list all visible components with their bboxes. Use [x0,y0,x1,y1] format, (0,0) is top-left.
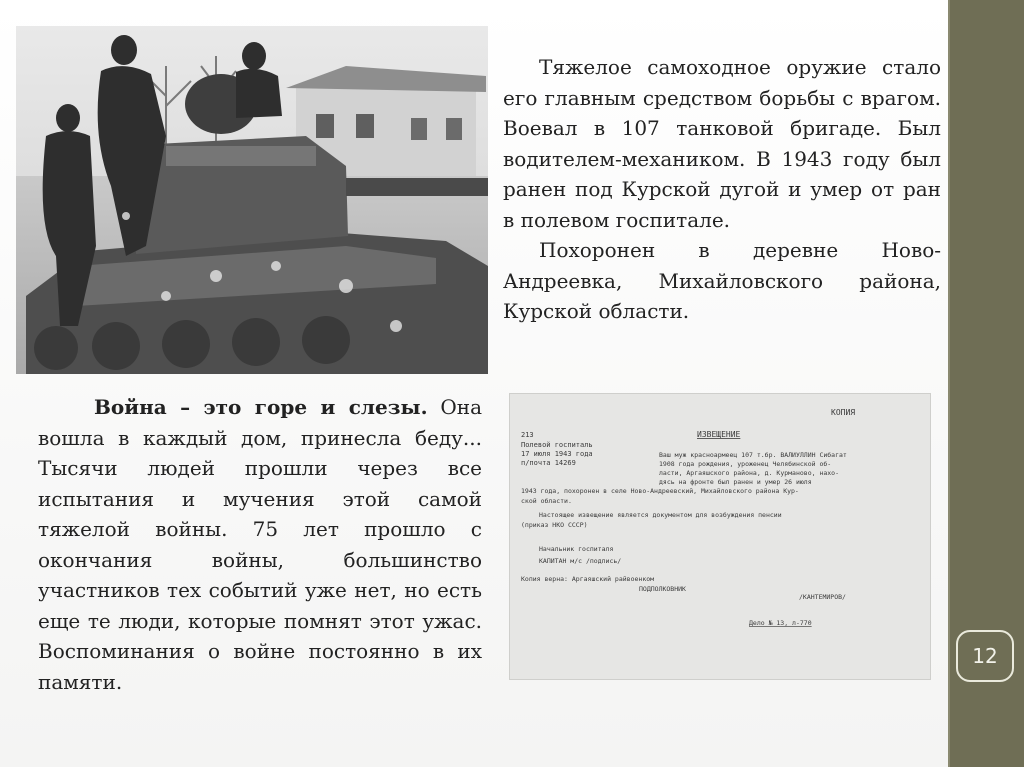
page-number: 12 [972,644,998,668]
doc-sign-line-4: ПОДПОЛКОВНИК [639,585,686,593]
war-reflection-paragraph [38,392,482,697]
tank-photo [16,26,488,374]
doc-body-line-5: 1943 года, похоронен в селе Ново-Андреевский, Михайловского района Кур- [521,487,799,495]
biography-text [503,52,941,327]
doc-body-line-4: дясь на фронте был ранен и умер 26 июля [659,478,812,486]
doc-sign-line-3: Копия верна: Аргаяшский райвоенком [521,575,655,583]
doc-left-line-1: 213 [521,431,534,439]
doc-sign-line-2: КАПИТАН м/с /подпись/ [539,557,622,565]
sidebar-stripe [948,0,950,767]
doc-sign-line-5: /КАНТЕМИРОВ/ [799,593,846,601]
doc-body-line-6: ской области. [521,497,572,505]
war-reflection-text [38,392,482,697]
doc-title: ИЗВЕЩЕНИЕ [697,430,741,439]
doc-sign-line-6: Дело № 13, л-770 [749,619,812,627]
page-number-badge [956,630,1014,682]
death-notice-document [509,393,931,680]
reflection-body: Она вошла в каждый дом, принесла беду... Тысячи людей прошли через все испытания и мучения этой самой тяжелой войны. 75 лет прошло с окончания войны, большинство участников тех событий уже нет, но есть еще те люди, которые помнят этот ужас. Воспоминания о войне постоянно в их памяти. [38,395,482,694]
doc-body-line-1: Ваш муж красноармеец 107 т.бр. ВАЛИУЛЛИН Сибагат [659,451,847,459]
doc-header-right: КОПИЯ [831,408,856,417]
biography-paragraph-2: Похоронен в деревне Ново-Андреевка, Михайловского района, Курской области. [503,238,941,323]
doc-sign-line-1: Начальник госпиталя [539,545,614,553]
doc-left-line-4: п/почта 14269 [521,459,576,467]
doc-body-line-2: 1908 года рождения, уроженец Челябинской об- [659,460,832,468]
doc-body-line-8: (приказ НКО СССР) [521,521,588,529]
doc-body-line-7: Настоящее извещение является документом для возбуждения пенсии [539,511,782,519]
doc-left-line-3: 17 июля 1943 года [521,450,593,458]
bold-lead: Война – это горе и слезы. [94,395,428,419]
doc-left-line-2: Полевой госпиталь [521,441,593,449]
biography-paragraph-1: Тяжелое самоходное оружие стало его главным средством борьбы с врагом. Воевал в 107 танковой бригаде. Был водителем-механиком. В 1943 году был ранен под Курской дугой и умер от ран в полевом госпитале. [503,55,941,232]
doc-body-line-3: ласти, Аргаяшского района, д. Курманово, нахо- [659,469,840,477]
